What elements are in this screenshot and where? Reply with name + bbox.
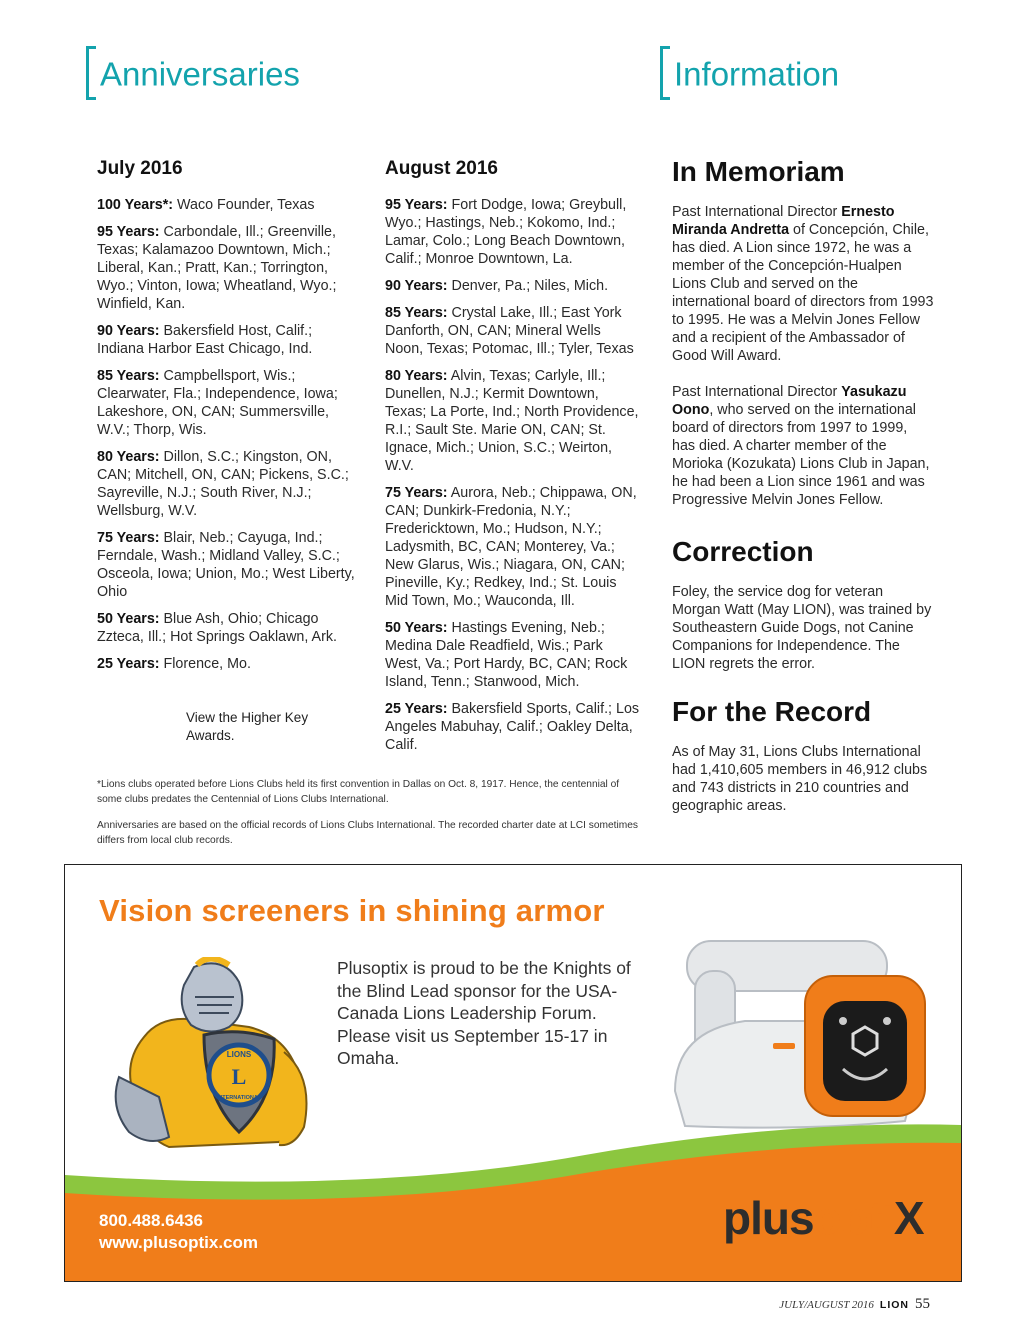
list-item: 50 Years: Hastings Evening, Neb.; Medina Dale Readfield, Wis.; Park West, Va.; Port Hardy, BC, CAN; Rock Island, Tenn.; Stanwood, Mich. — [385, 620, 628, 690]
list-item: 85 Years: Campbellsport, Wis.; Clearwater, Fla.; Independence, Iowa; Lakeshore, ON, CAN; Summersville, W.V.; Thorp, Wis. — [97, 368, 338, 438]
plusoptix-logo: plusoptiX — [723, 1192, 924, 1244]
for-the-record-title: For the Record — [672, 696, 872, 727]
august-column — [385, 160, 641, 763]
issue-date: JULY/AUGUST 2016 — [779, 1299, 874, 1311]
ad-headline: Vision screeners in shining armor — [99, 893, 605, 928]
anniversaries-heading — [86, 50, 300, 104]
august-title: August 2016 — [385, 158, 498, 179]
plusoptix-advertisement[interactable] — [64, 864, 962, 1282]
list-item: 90 Years: Bakersfield Host, Calif.; Indiana Harbor East Chicago, Ind. — [97, 323, 313, 357]
ad-body-copy: Plusoptix is proud to be the Knights of the Blind Lead sponsor for the USA-Canada Lions Leadership Forum. Please visit us September 15-17 in Omaha. — [337, 958, 631, 1068]
shield-center-text: L — [231, 1064, 247, 1089]
shield-bottom-text: INTERNATIONAL — [216, 1095, 262, 1101]
memoriam-andretta: Past International Director Ernesto Miranda Andretta of Concepción, Chile, has died. A Lion since 1972, he was a member of the Concepción-Hualpen Lions Club and served on the international board of directors from 1993 to 1995. He was a Melvin Jones Fellow and a recipient of the Ambassador of Good Will Award. — [672, 204, 934, 364]
page-folio — [779, 1296, 930, 1313]
list-item: 75 Years: Aurora, Neb.; Chippawa, ON, CAN; Dunkirk-Fredonia, N.Y.; Fredericktown, Mo.; Hudson, N.Y.; Ladysmith, BC, CAN; Monterey, Va.; New Glarus, Wis.; Niagara, ON, CAN; Pineville, Ky.; Redkey, Ind.; St. Louis Mid Town, Mo.; Wauconda, Ill. — [385, 485, 637, 609]
list-item: 80 Years: Alvin, Texas; Carlyle, Ill.; Dunellen, N.J.; Kermit Downtown, Texas; La Porte, Ind.; North Providence, R.I.; Sault Ste. Marie ON, CAN; St. Ignace, Mich.; Union, S.C.; Weirton, W.V. — [385, 368, 639, 474]
july-title: July 2016 — [97, 158, 183, 179]
information-heading — [660, 50, 839, 104]
july-column — [97, 160, 359, 682]
record-text: As of May 31, Lions Clubs International had 1,410,605 members in 46,912 clubs and 743 districts in 210 countries and geographic areas. — [672, 744, 928, 814]
shield-top-text: LIONS — [226, 1050, 252, 1059]
records-footnote: Anniversaries are based on the official records of Lions Clubs International. The recorded charter date at LCI sometimes differs from local club records. — [97, 820, 638, 846]
magazine-name: LION — [879, 1299, 909, 1311]
list-item: 25 Years: Bakersfield Sports, Calif.; Los Angeles Mabuhay, Calif.; Oakley Delta, Calif. — [385, 701, 640, 753]
list-item: 95 Years: Carbondale, Ill.; Greenville, Texas; Kalamazoo Downtown, Mich.; Liberal, Kan.; Pratt, Kan.; Torrington, Wyo.; Vinton, Iowa; Wheatland, Wyo.; Winfield, Kan. — [97, 224, 337, 312]
page-number: 55 — [915, 1296, 930, 1312]
centennial-footnote: *Lions clubs operated before Lions Clubs held its first convention in Dallas on Oct. 8, 1917. Hence, the centennial of some clubs predates the Centennial of Lions Clubs International. — [97, 779, 620, 805]
list-item: 95 Years: Fort Dodge, Iowa; Greybull, Wyo.; Hastings, Neb.; Kokomo, Ind.; Lamar, Colo.; Long Beach Downtown, Calif.; Monroe Downtown, La. — [385, 197, 627, 267]
information-heading-text: Information — [674, 55, 840, 93]
bracket-decoration — [660, 46, 670, 100]
information-column — [672, 155, 934, 833]
list-item: 50 Years: Blue Ash, Ohio; Chicago Zzteca, Ill.; Hot Springs Oaklawn, Ark. — [97, 611, 337, 645]
list-item: 80 Years: Dillon, S.C.; Kingston, ON, CAN; Mitchell, ON, CAN; Pickens, S.C.; Sayreville, N.J.; South River, N.J.; Wellsburg, W.V. — [97, 449, 349, 519]
ad-phone-number[interactable]: 800.488.6436 — [99, 1211, 203, 1230]
correction-text: Foley, the service dog for veteran Morgan Watt (May LION), was trained by Southeastern Guide Dogs, not Canine Companions for Independence. The LION regrets the error. — [672, 584, 932, 672]
list-item: 75 Years: Blair, Neb.; Cayuga, Ind.; Ferndale, Wash.; Midland Valley, S.C.; Osceola, Iowa; Union, Mo.; West Liberty, Ohio — [97, 530, 355, 600]
higher-key-awards-link[interactable]: View the Higher Key Awards. — [186, 710, 309, 743]
bracket-decoration — [86, 46, 96, 100]
ad-website-link[interactable]: www.plusoptix.com — [99, 1233, 258, 1252]
memoriam-oono: Past International Director Yasukazu Oono, who served on the international board of directors from 1997 to 1999, has died. A charter member of the Morioka (Kozukata) Lions Club in Japan, he had been a Lion since 1961 and was Progressive Melvin Jones Fellow. — [672, 384, 930, 508]
vision-screener-device-icon — [655, 921, 945, 1141]
anniversaries-heading-text: Anniversaries — [100, 55, 300, 93]
list-item: 25 Years: Florence, Mo. — [97, 656, 251, 672]
list-item: 90 Years: Denver, Pa.; Niles, Mich. — [385, 278, 609, 294]
correction-title: Correction — [672, 536, 814, 567]
list-item: 100 Years*: Waco Founder, Texas — [97, 197, 315, 213]
list-item: 85 Years: Crystal Lake, Ill.; East York Danforth, ON, CAN; Mineral Wells Noon, Texas; Potomac, Ill.; Tyler, Texas — [385, 305, 634, 357]
in-memoriam-title: In Memoriam — [672, 156, 845, 187]
